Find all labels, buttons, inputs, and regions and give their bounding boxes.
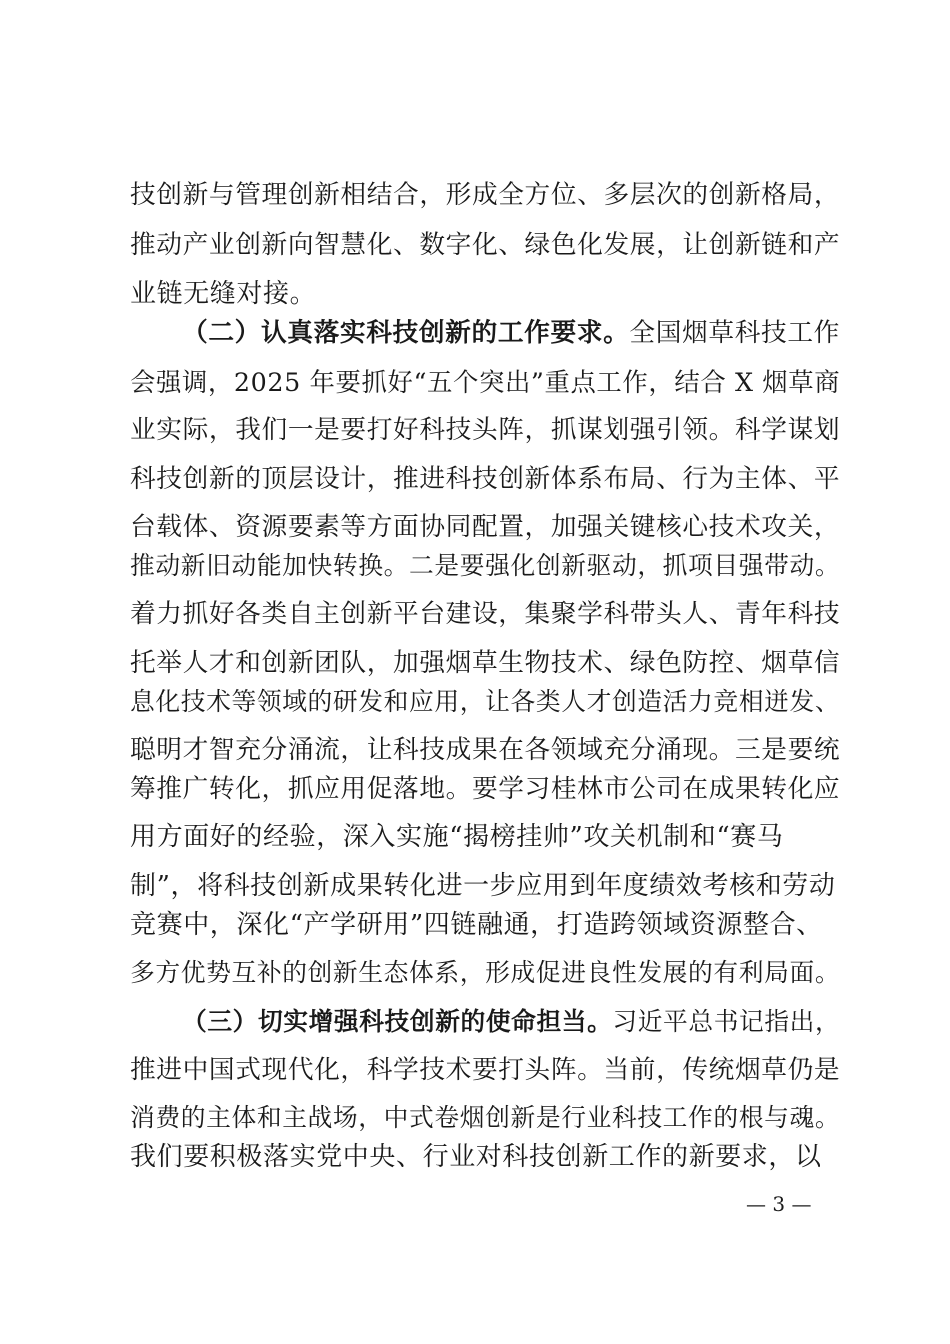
- text-line: 台载体、资源要素等方面协同配置，加强关键核心技术攻关，: [130, 512, 841, 542]
- text-line: 用方面好的经验，深入实施“揭榜挂帅”攻关机制和“赛马: [130, 822, 784, 852]
- text-line: 息化技术等领域的研发和应用，让各类人才创造活力竞相迸发、: [130, 687, 841, 716]
- text-line: 托举人才和创新团队，加强烟草生物技术、绿色防控、烟草信: [130, 648, 841, 678]
- text-line: 筹推广转化，抓应用促落地。要学习桂林市公司在成果转化应: [130, 774, 841, 804]
- text-line: 业实际，我们一是要打好科技头阵，抓谋划强引领。科学谋划: [130, 415, 841, 445]
- text-line: 多方优势互补的创新生态体系，形成促进良性发展的有利局面。: [130, 958, 841, 987]
- section-heading-3: （三）切实增强科技创新的使命担当。: [182, 1007, 613, 1036]
- text-line: 消费的主体和主战场，中式卷烟创新是行业科技工作的根与魂。: [130, 1103, 841, 1132]
- text-run: 习近平总书记指出，: [612, 1007, 841, 1036]
- text-line: 推动产业创新向智慧化、数字化、绿色化发展，让创新链和产: [130, 230, 841, 260]
- text-line: 制”，将科技创新成果转化进一步应用到年度绩效考核和劳动: [130, 871, 836, 901]
- text-line: 科技创新的顶层设计，推进科技创新体系布局、行为主体、平: [130, 464, 841, 494]
- text-line: 推进中国式现代化，科学技术要打头阵。当前，传统烟草仍是: [130, 1055, 841, 1085]
- text-run: 全国烟草科技工作: [629, 318, 840, 348]
- text-line: 聪明才智充分涌流，让科技成果在各领域充分涌现。三是要统: [130, 735, 841, 765]
- paragraph-first-line: [182, 1007, 840, 1037]
- section-heading-2: （二）认真落实科技创新的工作要求。: [182, 318, 630, 348]
- text-line: 竞赛中，深化“产学研用”四链融通，打造跨领域资源整合、: [130, 910, 823, 940]
- text-line: 我们要积极落实党中央、行业对科技创新工作的新要求，以: [130, 1142, 822, 1172]
- text-line: 技创新与管理创新相结合，形成全方位、多层次的创新格局，: [130, 180, 841, 210]
- text-line: 业链无缝对接。: [130, 279, 317, 309]
- paragraph-first-line: [182, 318, 840, 348]
- text-line: 推动新旧动能加快转换。二是要强化创新驱动，抓项目强带动。: [130, 551, 841, 580]
- text-line: 着力抓好各类自主创新平台建设，集聚学科带头人、青年科技: [130, 599, 841, 629]
- page-number: — 3 —: [746, 1192, 812, 1216]
- text-line: 会强调，2025 年要抓好“五个突出”重点工作，结合 X 烟草商: [130, 367, 841, 397]
